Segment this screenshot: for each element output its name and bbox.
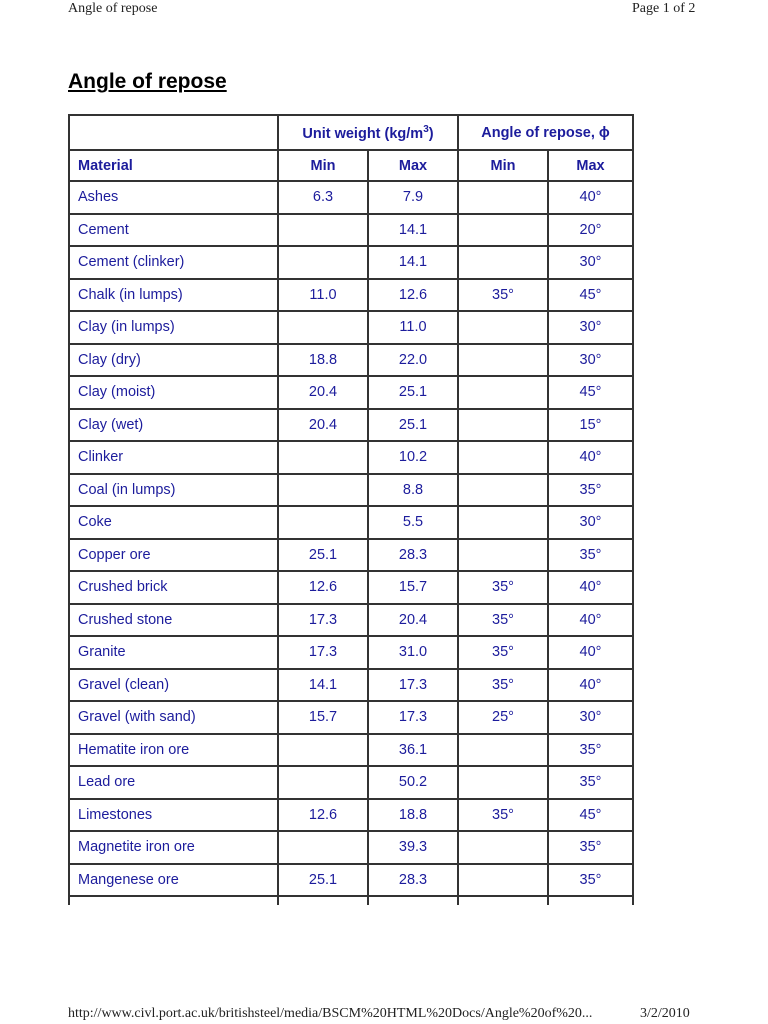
material-cell: Cement (69, 214, 278, 247)
table-row (69, 344, 633, 377)
weight-max-cell: 17.3 (368, 669, 458, 702)
material-header: Material (69, 150, 278, 181)
weight-max-cell: 31.0 (368, 636, 458, 669)
footer-date: 3/2/2010 (640, 1006, 690, 1021)
table-row (69, 376, 633, 409)
weight-min-cell (278, 311, 368, 344)
angle-min-cell (458, 311, 548, 344)
angle-min-cell (458, 344, 548, 377)
weight-max-cell: 22.0 (368, 344, 458, 377)
angle-min-cell (458, 864, 548, 897)
weight-min-cell: 11.0 (278, 279, 368, 312)
angle-min-cell (458, 246, 548, 279)
table-row (69, 831, 633, 864)
angle-min-cell (458, 376, 548, 409)
group-header-row (69, 115, 633, 150)
weight-max-cell: 14.1 (368, 246, 458, 279)
weight-min-cell: 12.6 (278, 799, 368, 832)
angle-max-cell: 15° (548, 409, 633, 442)
angle-min-cell (458, 474, 548, 507)
material-cell: Clay (moist) (69, 376, 278, 409)
angle-min-cell: 35° (458, 279, 548, 312)
table-row (69, 734, 633, 767)
weight-min-cell: 17.3 (278, 636, 368, 669)
weight-min-cell (278, 441, 368, 474)
column-header-row (69, 150, 633, 181)
material-cell: Magnetite iron ore (69, 831, 278, 864)
angle-min-cell: 35° (458, 571, 548, 604)
table-row (69, 311, 633, 344)
angle-min-header: Min (458, 150, 548, 181)
angle-max-cell: 40° (548, 181, 633, 214)
angle-max-cell: 40° (548, 441, 633, 474)
weight-min-cell (278, 734, 368, 767)
angle-max-cell: 35° (548, 766, 633, 799)
angle-min-cell (458, 831, 548, 864)
weight-min-cell (278, 506, 368, 539)
weight-max-cell: 50.2 (368, 766, 458, 799)
angle-min-cell (458, 214, 548, 247)
material-cell: Clinker (69, 441, 278, 474)
material-cell: Clay (dry) (69, 344, 278, 377)
weight-max-cell: 11.0 (368, 311, 458, 344)
angle-max-cell: 40° (548, 636, 633, 669)
angle-min-cell: 35° (458, 604, 548, 637)
table-row (69, 571, 633, 604)
weight-min-cell: 17.3 (278, 604, 368, 637)
weight-max-cell: 17.3 (368, 701, 458, 734)
weight-max-cell: 39.3 (368, 831, 458, 864)
angle-min-cell (458, 734, 548, 767)
weight-min-cell: 20.4 (278, 409, 368, 442)
angle-max-cell: 35° (548, 831, 633, 864)
weight-min-cell (278, 214, 368, 247)
footer-url: http://www.civl.port.ac.uk/britishsteel/media/BSCM%20HTML%20Docs/Angle%20of%20... (68, 1006, 593, 1021)
weight-max-cell: 15.7 (368, 571, 458, 604)
angle-of-repose-table (68, 114, 634, 905)
table-row (69, 864, 633, 897)
weight-max-cell: 10.2 (368, 441, 458, 474)
angle-min-cell: 35° (458, 799, 548, 832)
weight-min-cell (278, 246, 368, 279)
angle-min-cell (458, 539, 548, 572)
angle-min-cell (458, 766, 548, 799)
angle-min-cell: 35° (458, 669, 548, 702)
table-row (69, 441, 633, 474)
material-cell: Mangenese ore (69, 864, 278, 897)
angle-max-cell: 35° (548, 734, 633, 767)
material-cell: Ashes (69, 181, 278, 214)
angle-max-cell: 30° (548, 506, 633, 539)
header-title: Angle of repose (68, 1, 158, 16)
table-row (69, 636, 633, 669)
angle-min-cell (458, 506, 548, 539)
weight-max-cell: 28.3 (368, 864, 458, 897)
material-cell: Hematite iron ore (69, 734, 278, 767)
weight-max-cell: 5.5 (368, 506, 458, 539)
weight-max-cell: 7.9 (368, 181, 458, 214)
table-row (69, 279, 633, 312)
continued-cell (278, 896, 368, 905)
continued-cell (458, 896, 548, 905)
table-row (69, 246, 633, 279)
table-row (69, 669, 633, 702)
material-cell: Copper ore (69, 539, 278, 572)
angle-min-cell: 25° (458, 701, 548, 734)
continued-cell (69, 896, 278, 905)
angle-max-cell: 45° (548, 376, 633, 409)
material-cell: Coke (69, 506, 278, 539)
weight-max-cell: 28.3 (368, 539, 458, 572)
weight-max-cell: 36.1 (368, 734, 458, 767)
angle-max-cell: 30° (548, 311, 633, 344)
continued-cell (548, 896, 633, 905)
weight-min-header: Min (278, 150, 368, 181)
angle-max-header: Max (548, 150, 633, 181)
material-cell: Gravel (with sand) (69, 701, 278, 734)
angle-max-cell: 30° (548, 344, 633, 377)
weight-min-cell: 14.1 (278, 669, 368, 702)
angle-min-cell: 35° (458, 636, 548, 669)
table-row (69, 181, 633, 214)
material-cell: Clay (wet) (69, 409, 278, 442)
weight-max-cell: 25.1 (368, 409, 458, 442)
weight-min-cell: 18.8 (278, 344, 368, 377)
angle-max-cell: 35° (548, 539, 633, 572)
weight-max-cell: 12.6 (368, 279, 458, 312)
angle-max-cell: 40° (548, 669, 633, 702)
material-cell: Crushed stone (69, 604, 278, 637)
angle-header: Angle of repose, ϕ (458, 115, 633, 150)
weight-min-cell (278, 766, 368, 799)
angle-max-cell: 35° (548, 474, 633, 507)
angle-max-cell: 35° (548, 864, 633, 897)
angle-max-cell: 40° (548, 604, 633, 637)
angle-min-cell (458, 409, 548, 442)
weight-min-cell: 15.7 (278, 701, 368, 734)
material-cell: Coal (in lumps) (69, 474, 278, 507)
weight-max-cell: 25.1 (368, 376, 458, 409)
weight-min-cell: 20.4 (278, 376, 368, 409)
angle-min-cell (458, 441, 548, 474)
page-number: Page 1 of 2 (632, 1, 696, 16)
unit-weight-header: Unit weight $(kg/m^3)$ (278, 115, 458, 150)
material-cell: Lead ore (69, 766, 278, 799)
table-row (69, 214, 633, 247)
material-cell: Crushed brick (69, 571, 278, 604)
weight-min-cell: 25.1 (278, 539, 368, 572)
angle-max-cell: 40° (548, 571, 633, 604)
material-cell: Cement (clinker) (69, 246, 278, 279)
weight-max-cell: 18.8 (368, 799, 458, 832)
weight-min-cell (278, 831, 368, 864)
angle-max-cell: 30° (548, 246, 633, 279)
material-cell: Gravel (clean) (69, 669, 278, 702)
angle-max-cell: 20° (548, 214, 633, 247)
table-row (69, 766, 633, 799)
material-cell: Clay (in lumps) (69, 311, 278, 344)
angle-max-cell: 45° (548, 799, 633, 832)
weight-max-cell: 20.4 (368, 604, 458, 637)
table-row (69, 799, 633, 832)
table-row (69, 539, 633, 572)
weight-min-cell: 12.6 (278, 571, 368, 604)
table-row (69, 506, 633, 539)
weight-max-cell: 8.8 (368, 474, 458, 507)
continued-row (69, 896, 633, 905)
weight-max-header: Max (368, 150, 458, 181)
weight-min-cell: 25.1 (278, 864, 368, 897)
material-cell: Chalk (in lumps) (69, 279, 278, 312)
angle-max-cell: 30° (548, 701, 633, 734)
material-cell: Limestones (69, 799, 278, 832)
angle-max-cell: 45° (548, 279, 633, 312)
table-row (69, 701, 633, 734)
table-row (69, 474, 633, 507)
material-cell: Granite (69, 636, 278, 669)
weight-min-cell: 6.3 (278, 181, 368, 214)
weight-max-cell: 14.1 (368, 214, 458, 247)
weight-min-cell (278, 474, 368, 507)
empty-header-cell (69, 115, 278, 150)
angle-min-cell (458, 181, 548, 214)
page-title: Angle of repose (68, 70, 227, 93)
continued-cell (368, 896, 458, 905)
table-row (69, 409, 633, 442)
table-row (69, 604, 633, 637)
